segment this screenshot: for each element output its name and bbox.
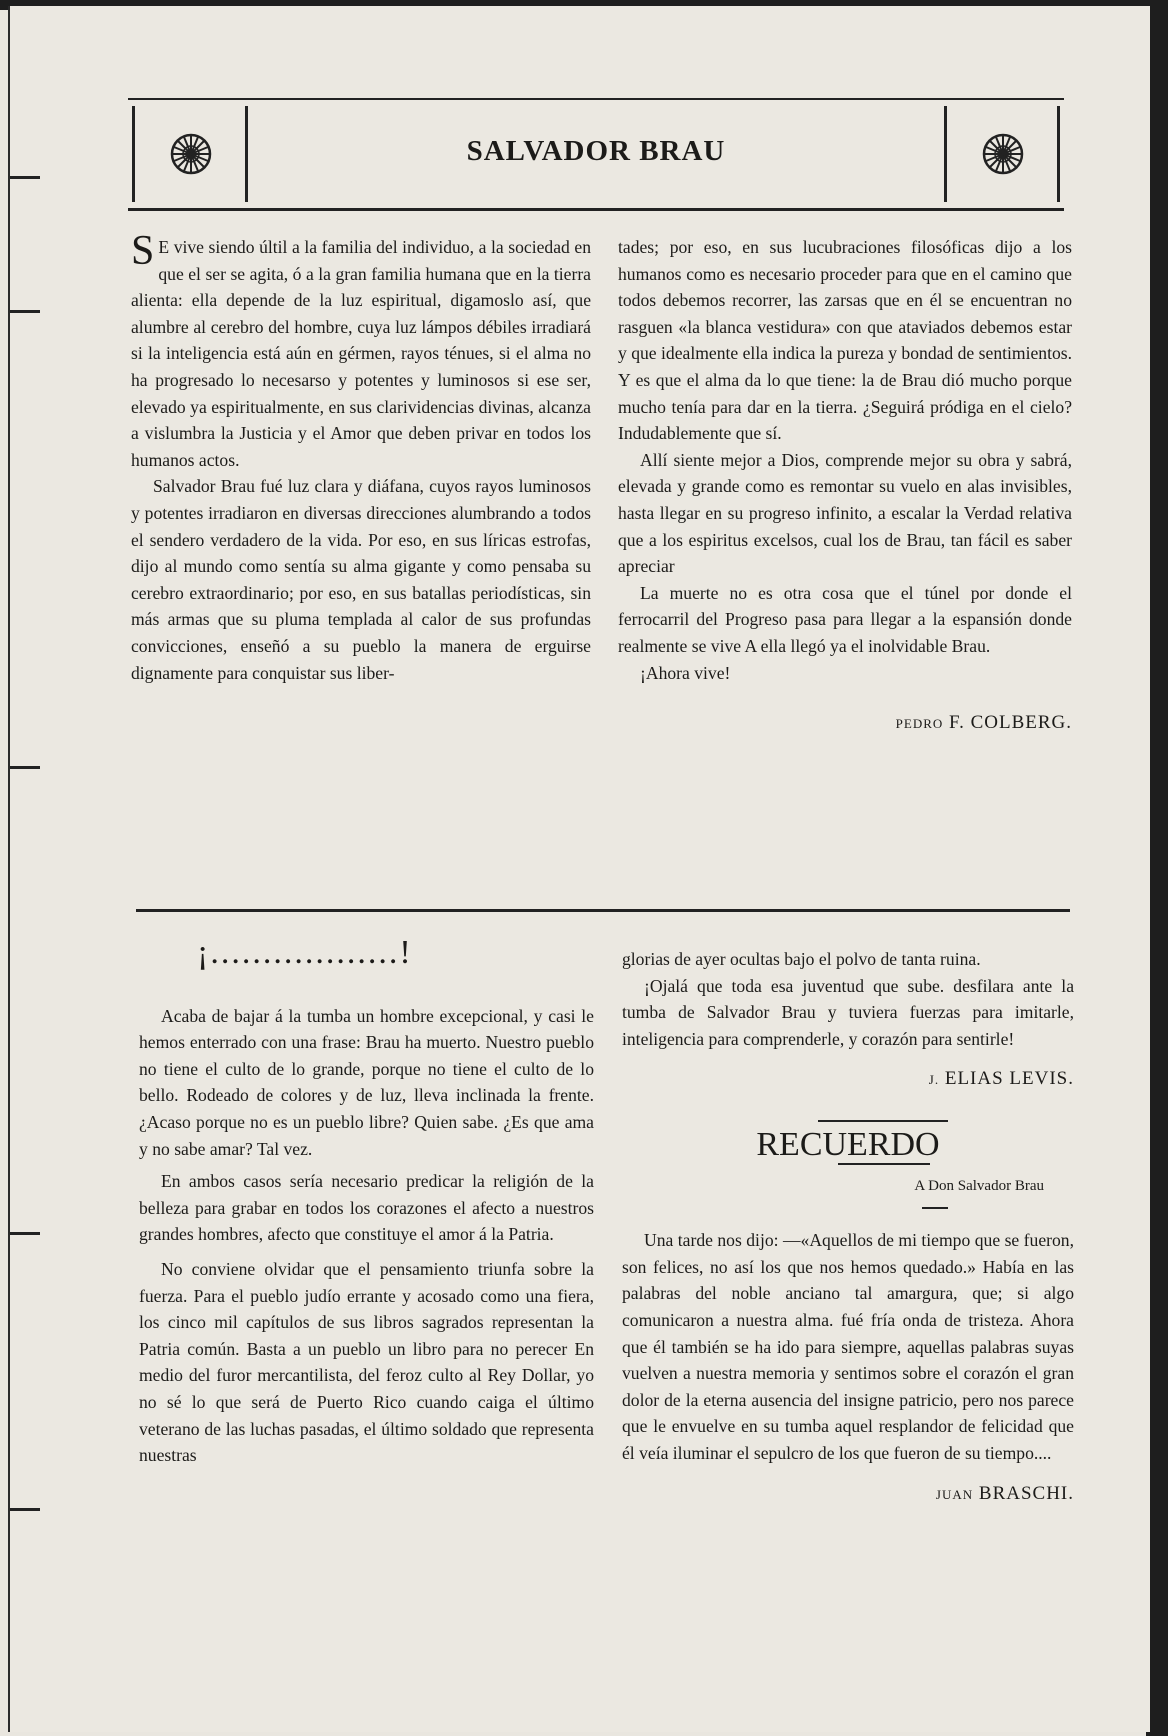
recuerdo-title: RECUERDO (756, 1125, 940, 1163)
signature-surname: F. COLBERG. (949, 712, 1072, 734)
signature-surname: ELIAS LEVIS. (944, 1068, 1074, 1090)
binding-stitch (10, 766, 40, 769)
article1-paragraph: Allí siente mejor a Dios, comprende mejor su obra y sabrá, elevada y grande como es remontar su vuelo en alas invisibles, hasta llegar en su progreso infinito, a escalar la Verdad relativa que a los espiritus excelsos, cual los de Brau, tan fácil es saber apreciar (618, 449, 1072, 577)
article3-signature (622, 1481, 1074, 1509)
title-banner (128, 98, 1064, 211)
article1-left-column (131, 228, 591, 686)
article1-right-column (618, 234, 1072, 738)
article2-right-column (622, 946, 1074, 1508)
signature-first-name: JUAN (935, 1486, 974, 1502)
article2-paragraph: glorias de ayer ocultas bajo el polvo de tanta ruina. (622, 949, 981, 969)
article1-paragraph: tades; por eso, en sus lucubraciones filosóficas dijo a los humanos como es necesario proceder para que en el camino que todos debemos recorrer, las zarsas que en él se encuentran no rasguen «la blanca vestidura» con que ataviados debemos estar y que idealmente ella indica la pureza y bondad de sentimientos. Y es que el alma da lo que tiene: la de Brau dió mucho porque mucho tenía para dar en la tierra. ¿Seguirá pródiga en el cielo? Indudablemente que sí. (618, 237, 1072, 444)
signature-first-name: J. (928, 1072, 940, 1088)
rosette-ornament-right-icon (981, 132, 1025, 176)
article2-paragraph: Acaba de bajar á la tumba un hombre excepcional, y casi le hemos enterrado con una frase: Brau ha muerto. Nuestro pueblo no tiene el culto de lo grande, porque no tiene el culto de lo bello. Rodeado de colores y de luz, lleva inclinada la frente. ¿Acaso porque no es un pueblo libre? Quien sabe. ¿Es que ama y no sabe amar? Tal vez. (139, 1005, 594, 1159)
article2-paragraph: ¡Ojalá que toda esa juventud que sube. desfilara ante la tumba de Salvador Brau y tuviera fuerzas para imitarle, inteligencia para comprenderle, y corazón para sentirle! (622, 975, 1074, 1049)
article1-paragraph: E vive siendo últil a la familia del individuo, a la sociedad en que el ser se agita, ó a la gran familia humana que en la tierra alienta: ella depende de la luz espiritual, digamoslo así, que alumbre al cerebro del hombre, cuya luz lámpos débiles irradiará si la inteligencia está aún en gérmen, rayos ténues, si el alma no ha progresado lo necesarso y potentes y luminosos si ese ser, elevado ya espiritualmente, en sus clarividencias divinas, alcanza a vislumbra la Justicia y el Amor que deben privar en todos los humanos actos. (131, 237, 591, 470)
dedication-dash (922, 1207, 948, 1209)
recuerdo-dedication: A Don Salvador Brau (914, 1177, 1044, 1194)
binding-stitch (10, 1508, 40, 1511)
banner-right-box (944, 106, 1060, 202)
binding-stitch (10, 1232, 40, 1235)
recuerdo-top-rule (818, 1120, 948, 1122)
article2-heading: ¡..................! (197, 934, 413, 971)
drop-cap: S (131, 228, 155, 274)
article1-paragraph: La muerte no es otra cosa que el túnel por donde el ferrocarril del Progreso pasa para llegar a la espansión donde realmente se vive A ella llegó ya el inolvidable Brau. (618, 582, 1072, 656)
article1-paragraph: ¡Ahora vive! (640, 662, 731, 683)
binding-stitch (10, 310, 40, 313)
recuerdo-paragraph: Una tarde nos dijo: —«Aquellos de mi tiempo que se fueron, son felices, no así los que nos hemos quedado.» Había en las palabras del noble anciano tal amargura, que; si algo comunicaron a nuestra alma. fué fría onda de tristeza. Ahora que él también se ha ido para siempre, aquellas palabras suyas vuelven a nuestra memoria y sentimos sobre el corazón el gran dolor de la eterna ausencia del insigne patricio, pero nos parece que le envuelve en su tumba aquel resplandor de felicidad que él veía iluminar el sepulcro de los que fueron de su tiempo.... (622, 1230, 1074, 1463)
binding-stitch (10, 176, 40, 179)
signature-surname: BRASCHI. (978, 1482, 1074, 1504)
page-title: SALVADOR BRAU (466, 135, 726, 167)
article1-signature (618, 710, 1072, 738)
signature-first-name: PEDRO (895, 716, 944, 732)
article2-left-column (139, 934, 594, 1469)
article2-paragraph: No conviene olvidar que el pensamiento triunfa sobre la fuerza. Para el pueblo judío errante y acosado como una fiera, los cinco mil capítulos de sus libros sagrados representan la Patria común. Basta a un pueblo un libro para no perecer En medio del furor mercantilista, del feroz culto al Rey Dollar, yo no sé lo que será de Puerto Rico cuando caiga el último veterano de las luchas pasadas, el último soldado que representa nuestras (139, 1258, 594, 1466)
article1-paragraph: Salvador Brau fué luz clara y diáfana, cuyos rayos luminosos y potentes irradiaron en diversas direcciones alumbrando a todos el sendero verdadero de la vida. Por eso, en sus líricas estrofas, dijo al mundo como sentía su alma gigante y como pensaba su cerebro extraordinario; por eso, en sus batallas periodísticas, sin más armas que su pluma templada al calor de sus profundas convicciones, enseñó a su pueblo la manera de erguirse dignamente para conquistar sus liber- (131, 476, 591, 683)
article2-paragraph: En ambos casos sería necesario predicar la religión de la belleza para grabar en todos los corazones el afecto a nuestros grandes hombres, afecto que constituye el amor á la Patria. (139, 1171, 594, 1245)
section-divider (136, 909, 1070, 912)
article2-signature (622, 1066, 1074, 1094)
